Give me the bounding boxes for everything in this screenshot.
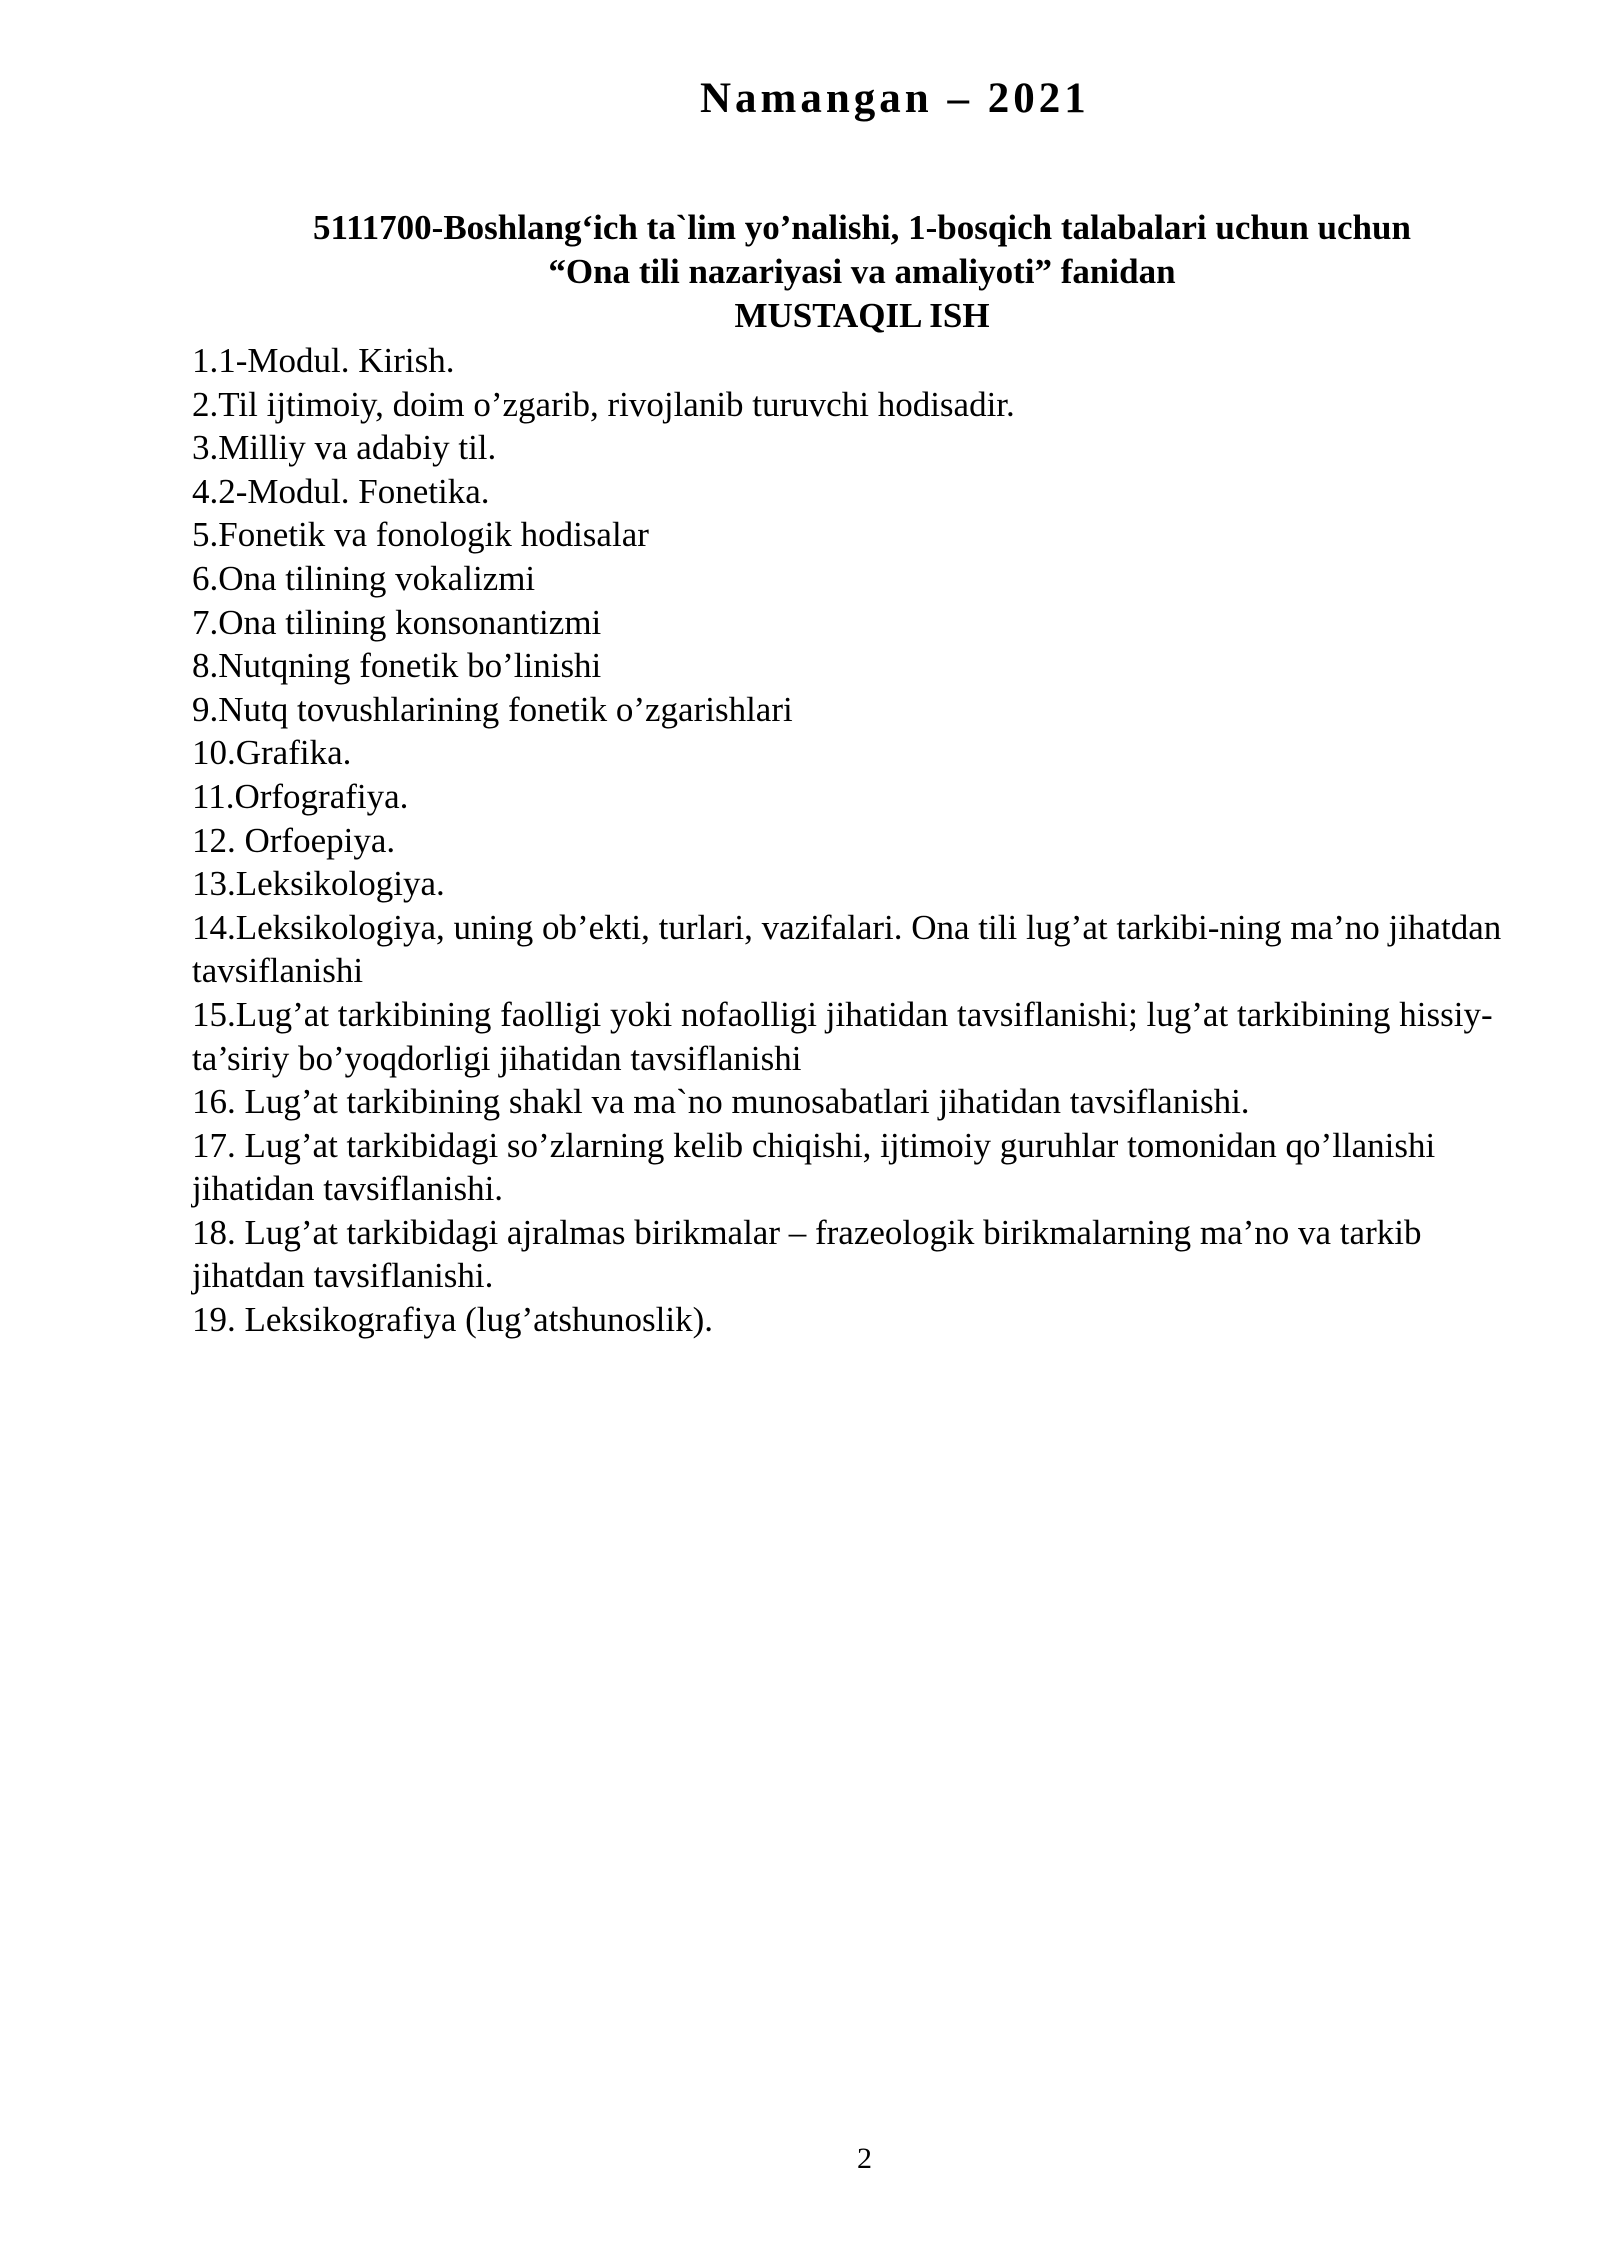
- list-item: 14.Leksikologiya, uning ob’ekti, turlari, vazifalari. Ona tili lug’at tarkibi-ning ma’no jihatdan tavsiflanishi: [192, 907, 1502, 991]
- list-item: 16. Lug’at tarkibining shakl va ma`no munosabatlari jihatidan tavsiflanishi.: [192, 1082, 1250, 1122]
- list-item: 15.Lug’at tarkibining faolligi yoki nofaolligi jihatidan tavsiflanishi; lug’at tarkibining hissiy-ta’siriy bo’yoqdorligi jihatidan tavsiflanishi: [192, 994, 1493, 1078]
- heading-subject-line: “Ona tili nazariyasi va amaliyoti” fanidan: [548, 252, 1176, 291]
- list-item: 1.1-Modul. Kirish.: [192, 341, 455, 380]
- list-item: 19. Leksikografiya (lug’atshunoslik).: [192, 1300, 714, 1340]
- place-year-title: Namangan – 2021: [700, 75, 1090, 122]
- list-item: 12. Orfoepiya.: [192, 820, 396, 860]
- heading-program-line: 5111700-Boshlangʻich ta`lim yo’nalishi, 1-bosqich talabalari uchun uchun: [313, 208, 1411, 247]
- topic-list: [192, 339, 1532, 1342]
- list-item: 6.Ona tilining vokalizmi: [192, 558, 536, 598]
- list-item: 5.Fonetik va fonologik hodisalar: [192, 515, 649, 555]
- list-item: 9.Nutq tovushlarining fonetik o’zgarishlari: [192, 689, 793, 729]
- list-item: 11.Orfografiya.: [192, 776, 409, 816]
- list-item: 10.Grafika.: [192, 733, 352, 773]
- list-item: 8.Nutqning fonetik bo’linishi: [192, 646, 602, 686]
- list-item: 7.Ona tilining konsonantizmi: [192, 602, 602, 642]
- list-item: 18. Lug’at tarkibidagi ajralmas birikmalar – frazeologik birikmalarning ma’no va tarkib jihatdan tavsiflanishi.: [192, 1212, 1422, 1296]
- list-item: 17. Lug’at tarkibidagi so’zlarning kelib chiqishi, ijtimoiy guruhlar tomonidan qo’llanishi jihatidan tavsiflanishi.: [192, 1125, 1436, 1209]
- list-item: 13.Leksikologiya.: [192, 864, 445, 904]
- list-item: 4.2-Modul. Fonetika.: [192, 471, 490, 511]
- page-number: 2: [857, 2142, 872, 2175]
- heading-work-type: MUSTAQIL ISH: [734, 296, 990, 335]
- list-item: 2.Til ijtimoiy, doim o’zgarib, rivojlanib turuvchi hodisadir.: [192, 384, 1015, 424]
- document-heading: [192, 206, 1532, 338]
- list-item: 3.Milliy va adabiy til.: [192, 428, 497, 468]
